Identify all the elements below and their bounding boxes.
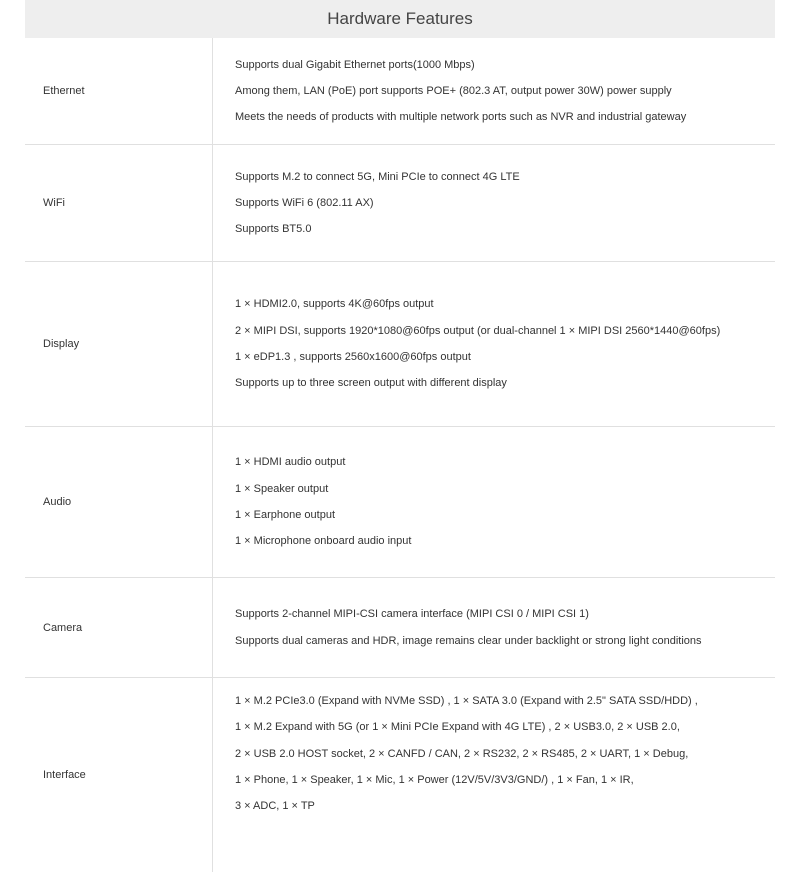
feature-line: Among them, LAN (PoE) port supports POE+ (802.3 AT, output power 30W) power supply — [235, 84, 672, 97]
feature-details — [213, 678, 775, 872]
feature-line: 2 × MIPI DSI, supports 1920*1080@60fps output (or dual-channel 1 × MIPI DSI 2560*1440@60fps) — [235, 324, 721, 337]
feature-row-wifi — [25, 145, 775, 262]
feature-row-camera — [25, 578, 775, 678]
feature-line: 1 × Phone, 1 × Speaker, 1 × Mic, 1 × Power (12V/5V/3V3/GND/) , 1 × Fan, 1 × IR, — [235, 773, 634, 786]
feature-line: Supports dual cameras and HDR, image remains clear under backlight or strong light conditions — [235, 634, 702, 647]
feature-details — [213, 38, 775, 144]
feature-details — [213, 145, 775, 261]
feature-line: Supports M.2 to connect 5G, Mini PCIe to connect 4G LTE — [235, 170, 520, 183]
feature-row-audio — [25, 427, 775, 578]
feature-line: Supports 2-channel MIPI-CSI camera interface (MIPI CSI 0 / MIPI CSI 1) — [235, 608, 589, 621]
feature-line: 1 × HDMI2.0, supports 4K@60fps output — [235, 298, 434, 311]
feature-line: 2 × USB 2.0 HOST socket, 2 × CANFD / CAN, 2 × RS232, 2 × RS485, 2 × UART, 1 × Debug, — [235, 747, 689, 760]
feature-line: Supports WiFi 6 (802.11 AX) — [235, 196, 374, 209]
feature-line: Supports BT5.0 — [235, 223, 312, 236]
feature-line: 1 × Speaker output — [235, 482, 329, 495]
table-title: Hardware Features — [25, 0, 775, 38]
feature-line: Supports up to three screen output with different display — [235, 377, 507, 390]
feature-row-display — [25, 262, 775, 427]
feature-label: Ethernet — [25, 38, 213, 144]
feature-line: Meets the needs of products with multiple network ports such as NVR and industrial gateway — [235, 111, 687, 124]
feature-line: Supports dual Gigabit Ethernet ports(1000 Mbps) — [235, 58, 475, 71]
feature-line: 1 × M.2 Expand with 5G (or 1 × Mini PCIe Expand with 4G LTE) , 2 × USB3.0, 2 × USB 2.0, — [235, 721, 680, 734]
feature-label: Display — [25, 262, 213, 426]
feature-line: 1 × eDP1.3 , supports 2560x1600@60fps output — [235, 351, 471, 363]
feature-line: 3 × ADC, 1 × TP — [235, 800, 315, 813]
feature-label: WiFi — [25, 145, 213, 261]
feature-line: 1 × Earphone output — [235, 509, 335, 521]
feature-line: 1 × HDMI audio output — [235, 456, 346, 469]
feature-details — [213, 578, 775, 677]
feature-row-ethernet — [25, 38, 775, 145]
feature-label: Audio — [25, 427, 213, 577]
feature-details — [213, 262, 775, 426]
feature-label: Interface — [25, 678, 213, 872]
feature-row-interface — [25, 678, 775, 872]
hardware-features-table — [25, 0, 775, 872]
feature-line: 1 × M.2 PCIe3.0 (Expand with NVMe SSD) , 1 × SATA 3.0 (Expand with 2.5" SATA SSD/HDD) , — [235, 695, 698, 707]
feature-label: Camera — [25, 578, 213, 677]
feature-details — [213, 427, 775, 577]
feature-line: 1 × Microphone onboard audio input — [235, 535, 412, 548]
